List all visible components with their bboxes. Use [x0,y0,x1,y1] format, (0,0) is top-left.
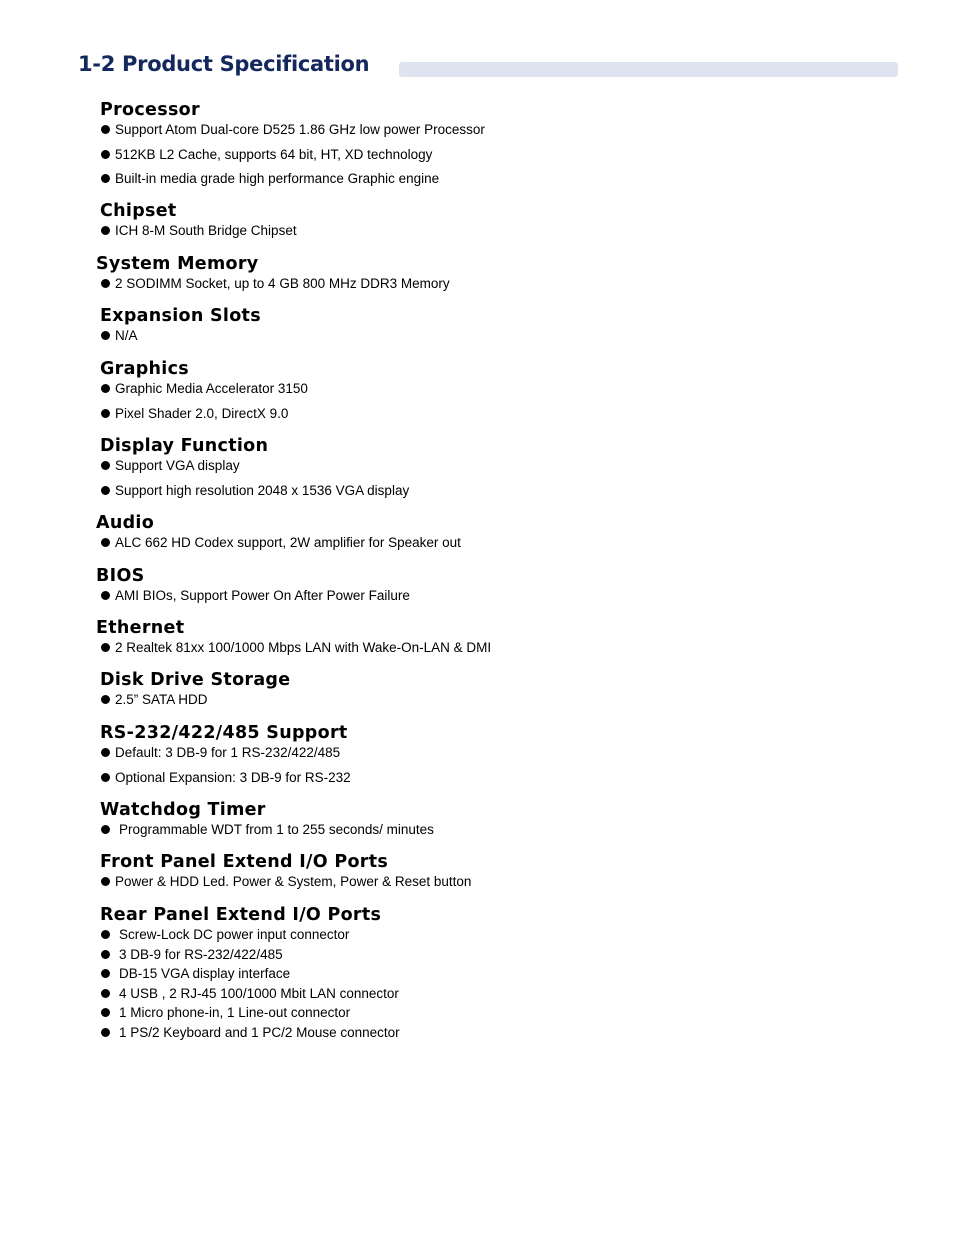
section-graphics [100,358,880,429]
spec-list [100,744,880,787]
bullet-icon [101,125,110,134]
list-item [100,170,880,188]
list-item-text: Default: 3 DB-9 for 1 RS-232/422/485 [115,745,341,760]
section-title: System Memory [96,254,259,274]
bullet-icon [101,643,110,652]
list-item-text: Graphic Media Accelerator 3150 [115,381,308,396]
bullet-icon [101,174,110,183]
bullet-icon [101,384,110,393]
bullet-icon [101,950,110,959]
page-title: 1-2 Product Specification [78,52,370,76]
section-title: Disk Drive Storage [100,670,291,690]
section-title: RS-232/422/485 Support [100,723,348,743]
bullet-icon [101,930,110,939]
spec-list [100,121,880,188]
spec-list [100,457,880,500]
list-item-text: 4 USB , 2 RJ-45 100/1000 Mbit LAN connector [119,985,399,1001]
section-rs232-support [100,722,880,793]
spec-list [100,691,880,709]
bullet-icon [101,591,110,600]
bullet-icon [101,695,110,704]
spec-list [100,380,880,423]
list-item [100,482,880,500]
list-item [100,691,880,709]
list-item-text: Support high resolution 2048 x 1536 VGA display [115,482,410,498]
bullet-icon [101,461,110,470]
list-item [100,639,876,657]
bullet-icon [101,226,110,235]
list-item [100,926,880,944]
section-processor [100,99,880,195]
list-item-text: 3 DB-9 for RS-232/422/485 [119,946,283,962]
section-chipset [100,200,880,247]
list-item [100,873,880,891]
list-item-text: 2 Realtek 81xx 100/1000 Mbps LAN with Wake-On-LAN & DMI [115,640,492,655]
bullet-icon [101,409,110,418]
section-system-memory [96,253,876,300]
section-title: BIOS [96,566,145,586]
list-item-text: N/A [115,328,138,343]
list-item-text: 1 PS/2 Keyboard and 1 PC/2 Mouse connector [119,1024,400,1040]
list-item [100,275,876,293]
section-disk-drive-storage [100,669,880,716]
section-expansion-slots [100,305,880,352]
list-item-text: 1 Micro phone-in, 1 Line-out connector [119,1005,351,1020]
list-item-text: Support VGA display [115,458,240,473]
bullet-icon [101,1028,110,1037]
list-item [100,1024,880,1042]
list-item-text: ALC 662 HD Codex support, 2W amplifier for Speaker out [115,535,461,550]
list-item [100,587,876,605]
bullet-icon [101,279,110,288]
list-item [100,744,880,762]
spec-list [100,222,880,240]
bullet-icon [101,486,110,495]
bullet-icon [101,538,110,547]
title-rule-bar [399,62,898,77]
list-item [100,380,880,398]
bullet-icon [101,877,110,886]
list-item-text: Optional Expansion: 3 DB-9 for RS-232 [115,769,351,785]
list-item-text: Support Atom Dual-core D525 1.86 GHz low power Processor [115,122,485,137]
section-title: Graphics [100,359,189,379]
spec-list [100,587,876,605]
list-item-text: Programmable WDT from 1 to 255 seconds/ minutes [119,822,434,837]
list-item [100,1004,880,1022]
spec-list [100,639,876,657]
bullet-icon [101,1008,110,1017]
list-item [100,146,880,164]
bullet-icon [101,989,110,998]
list-item [100,222,880,240]
bullet-icon [101,969,110,978]
bullet-icon [101,825,110,834]
section-audio [96,512,876,559]
list-item [100,985,880,1003]
spec-list [100,821,880,839]
spec-list [100,327,880,345]
section-title: Rear Panel Extend I/O Ports [100,905,382,925]
list-item [100,946,880,964]
list-item [100,965,880,983]
list-item-text: 2 SODIMM Socket, up to 4 GB 800 MHz DDR3 Memory [115,276,450,291]
bullet-icon [101,748,110,757]
section-title: Watchdog Timer [100,800,266,820]
list-item-text: ICH 8-M South Bridge Chipset [115,223,297,238]
bullet-icon [101,773,110,782]
section-watchdog-timer [100,799,880,846]
section-title: Display Function [100,436,269,456]
list-item-text: 2.5” SATA HDD [115,692,208,707]
list-item-text: Power & HDD Led. Power & System, Power & Reset button [115,874,472,889]
list-item-text: Pixel Shader 2.0, DirectX 9.0 [115,405,289,421]
list-item [100,457,880,475]
section-title: Front Panel Extend I/O Ports [100,852,389,872]
spec-list [100,926,880,1042]
spec-list [100,534,876,552]
list-item [100,121,880,139]
list-item [100,821,880,839]
list-item [100,534,876,552]
section-rear-panel-io [100,904,880,1043]
section-ethernet [96,617,876,664]
list-item-text: DB-15 VGA display interface [119,966,291,981]
section-title: Expansion Slots [100,306,261,326]
section-front-panel-io [100,851,880,898]
bullet-icon [101,150,110,159]
page-header [78,52,898,82]
section-title: Chipset [100,201,177,221]
list-item [100,769,880,787]
list-item-text: Built-in media grade high performance Graphic engine [115,171,440,186]
section-title: Ethernet [96,618,185,638]
spec-list [100,275,876,293]
spec-list [100,873,880,891]
section-title: Processor [100,100,200,120]
section-display-function [100,435,880,506]
section-title: Audio [96,513,155,533]
bullet-icon [101,331,110,340]
list-item-text: Screw-Lock DC power input connector [119,927,350,942]
list-item [100,405,880,423]
list-item-text: AMI BIOs, Support Power On After Power Failure [115,588,410,603]
list-item [100,327,880,345]
section-bios [96,565,876,612]
list-item-text: 512KB L2 Cache, supports 64 bit, HT, XD technology [115,146,433,162]
